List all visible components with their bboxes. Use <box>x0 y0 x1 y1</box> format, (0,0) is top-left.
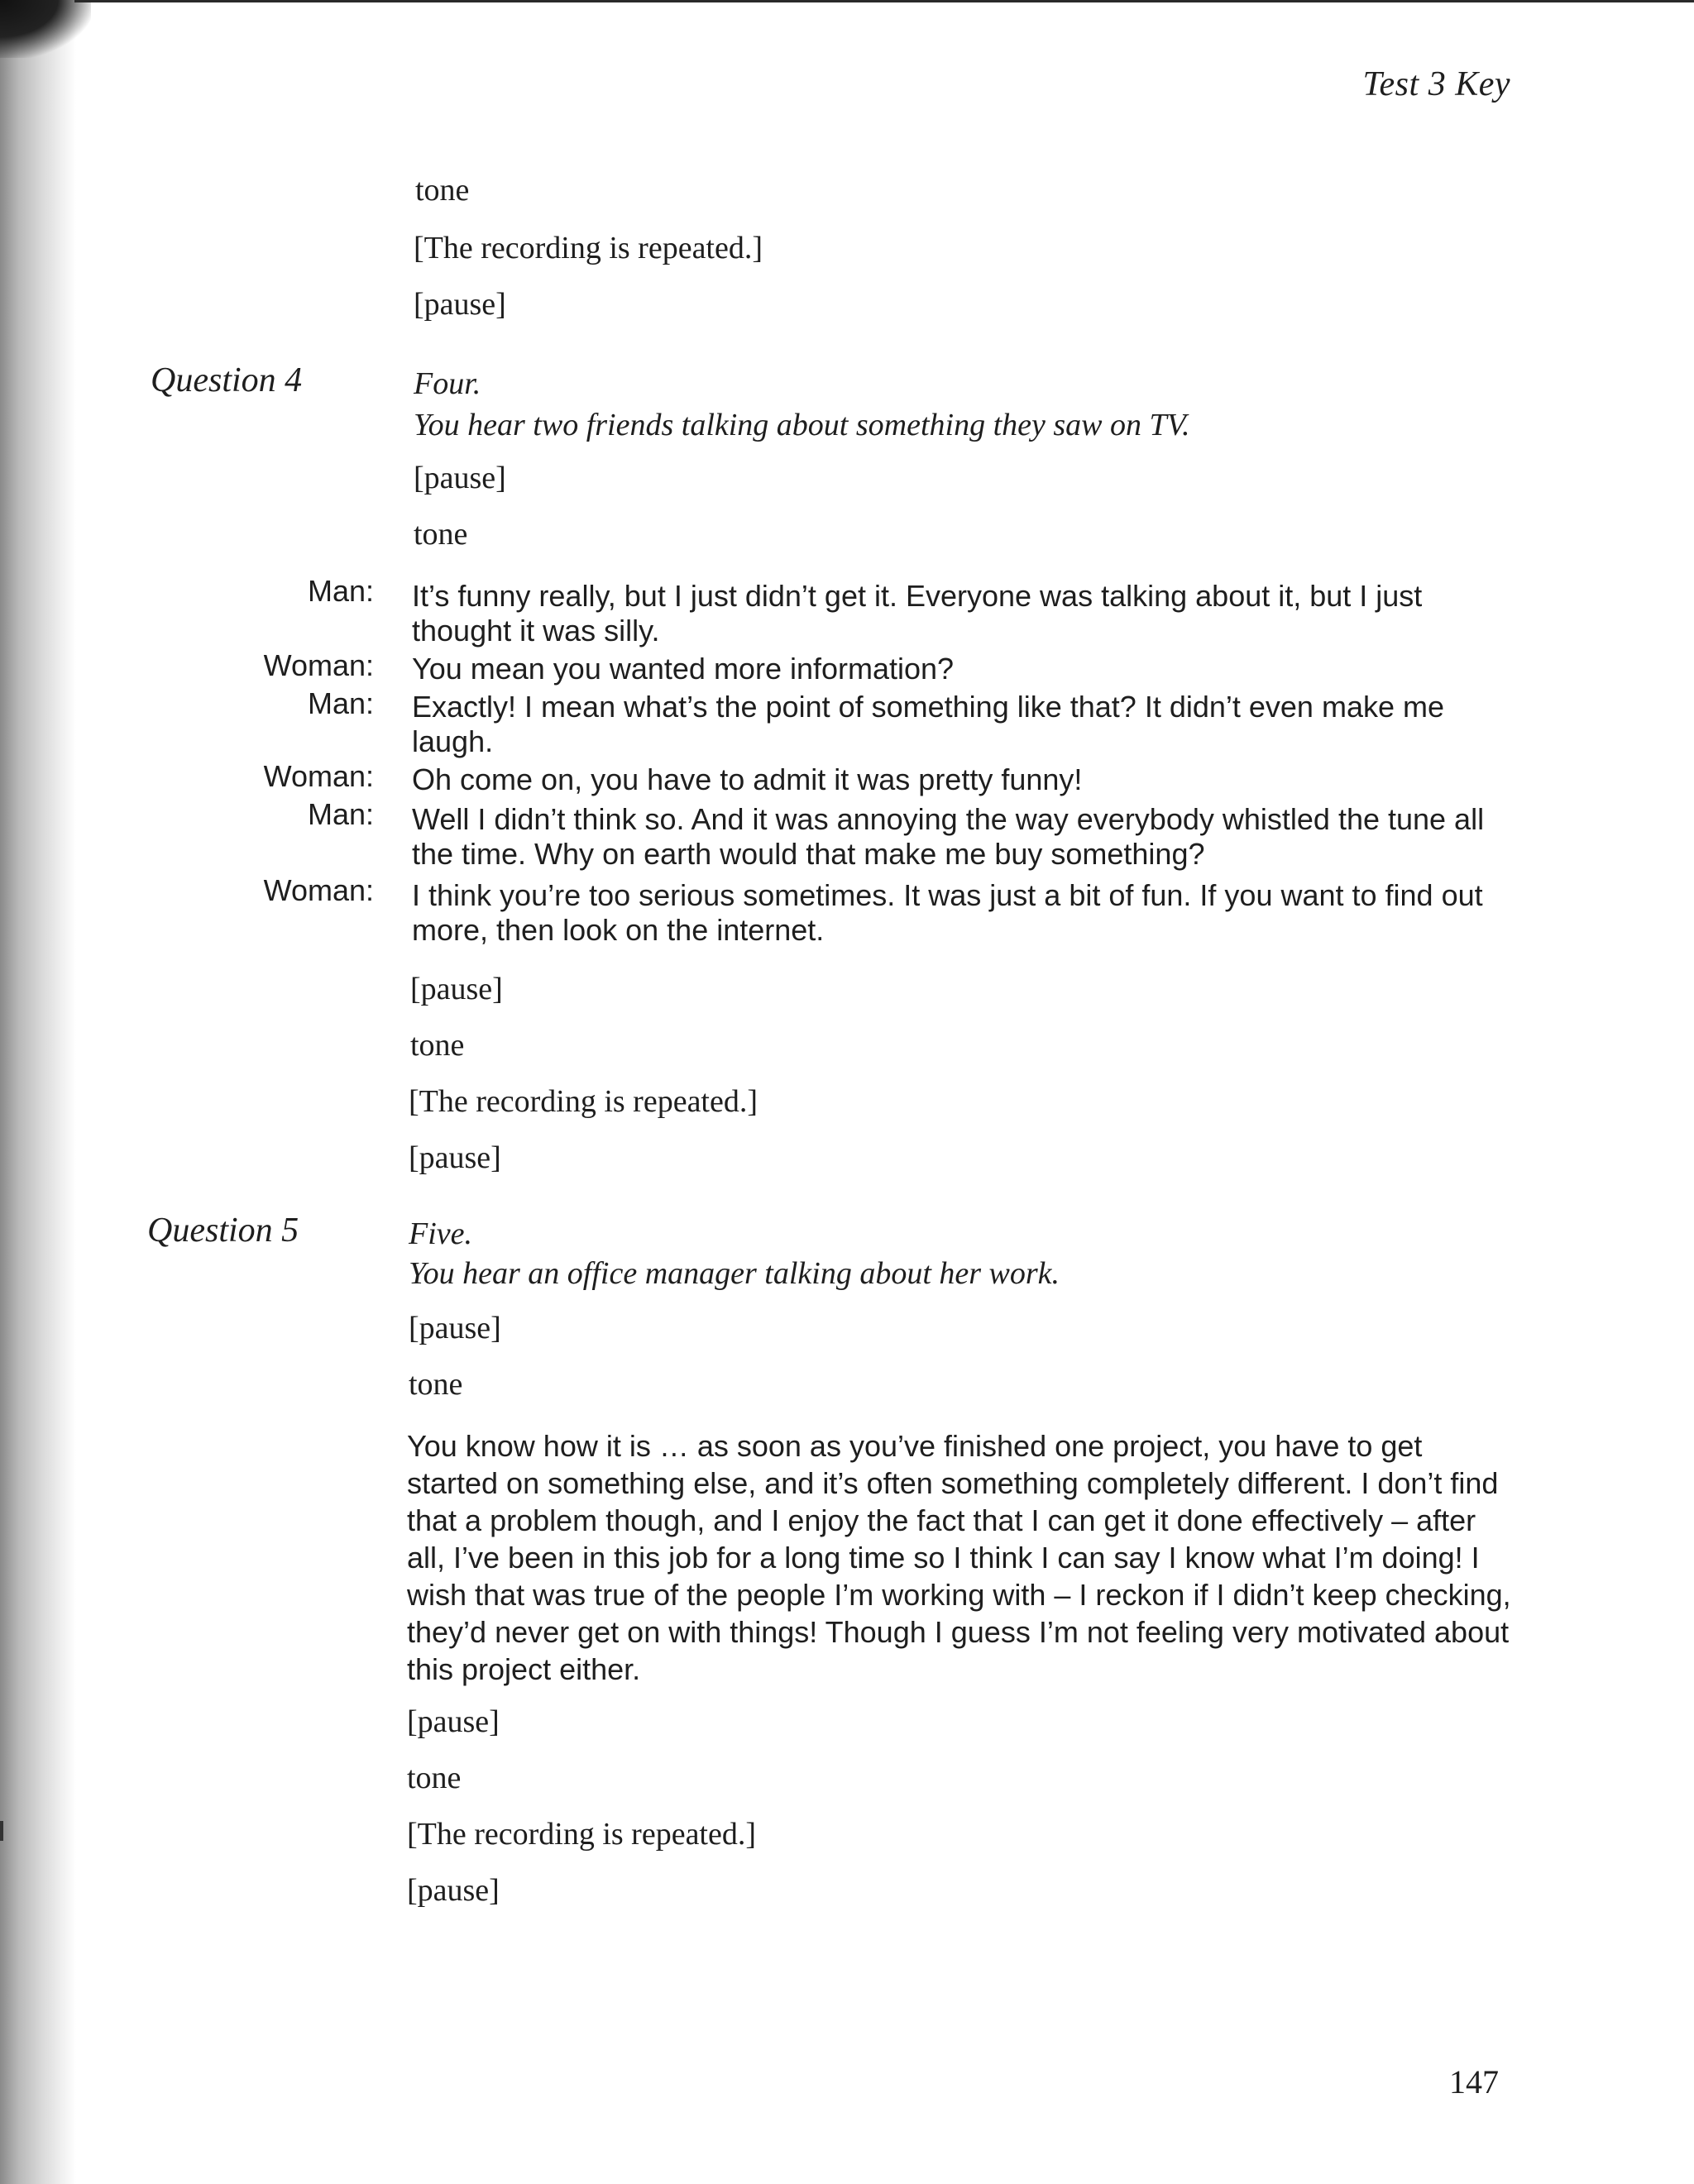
question-4-number: Four. <box>414 366 481 401</box>
book-spine-shadow <box>0 0 76 2184</box>
question-5-after-pause: [pause] <box>407 1704 500 1739</box>
dialogue-speaker: Woman: <box>263 759 374 793</box>
question-4-pause: [pause] <box>414 461 506 495</box>
running-header: Test 3 Key <box>1362 65 1510 103</box>
question-4-tone: tone <box>414 517 468 552</box>
dialogue-line: I think you’re too serious sometimes. It was just a bit of fun. If you want to find out more, then look on the internet. <box>412 878 1483 947</box>
question-4-instruction: You hear two friends talking about something they saw on TV. <box>414 408 1190 442</box>
top-tone: tone <box>415 173 470 208</box>
dialogue-speaker: Woman: <box>263 873 374 907</box>
question-4-after-pause: [pause] <box>410 972 503 1006</box>
question-5-instruction: You hear an office manager talking about her work. <box>409 1256 1060 1291</box>
dialogue-line: Well I didn’t think so. And it was annoying the way everybody whistled the tune all the time. Why on earth would that make me buy something? <box>412 802 1485 871</box>
question-4-final-pause: [pause] <box>409 1140 501 1175</box>
scan-corner-shadow <box>0 0 91 58</box>
dialogue-line: It’s funny really, but I just didn’t get it. Everyone was talking about it, but I just thought it was silly. <box>412 579 1423 648</box>
dialogue-speaker: Man: <box>307 574 374 608</box>
question-5-label: Question 5 <box>147 1211 299 1250</box>
question-5-final-pause: [pause] <box>407 1873 500 1908</box>
question-4-recording-repeated: [The recording is repeated.] <box>409 1084 758 1119</box>
scan-top-edge <box>74 0 1694 2</box>
question-5-after-tone: tone <box>407 1761 462 1795</box>
question-5-monologue: You know how it is … as soon as you’ve finished one project, you have to get started on something else, and it’s often something completely different. I don’t find that a problem though, and I enjoy the fact that I can get it done effectively – after all, I’ve been in this job for a long time so I think I can say I know what I’m doing! I wish that was true of the people I’m working with – I reckon if I didn’t keep checking, they’d never get on with things! Though I guess I’m not feeling very motivated about this project either. <box>407 1429 1511 1686</box>
question-4-after-tone: tone <box>410 1028 465 1063</box>
question-5-tone: tone <box>409 1367 463 1402</box>
question-5-recording-repeated: [The recording is repeated.] <box>407 1817 757 1852</box>
top-pause: [pause] <box>414 287 506 322</box>
dialogue-speaker: Woman: <box>263 648 374 682</box>
page-number: 147 <box>1449 2063 1499 2100</box>
question-4-label: Question 4 <box>151 361 303 399</box>
top-recording-repeated: [The recording is repeated.] <box>414 231 763 265</box>
dialogue-line: You mean you wanted more information? <box>412 652 955 686</box>
dialogue-speaker: Man: <box>307 686 374 720</box>
question-5-pause: [pause] <box>409 1311 501 1345</box>
question-5-number: Five. <box>409 1216 473 1251</box>
scan-edge-mark <box>0 1821 3 1841</box>
dialogue-speaker: Man: <box>307 797 374 831</box>
dialogue-line: Exactly! I mean what’s the point of something like that? It didn’t even make me laugh. <box>412 690 1444 758</box>
dialogue-line: Oh come on, you have to admit it was pretty funny! <box>412 762 1083 796</box>
